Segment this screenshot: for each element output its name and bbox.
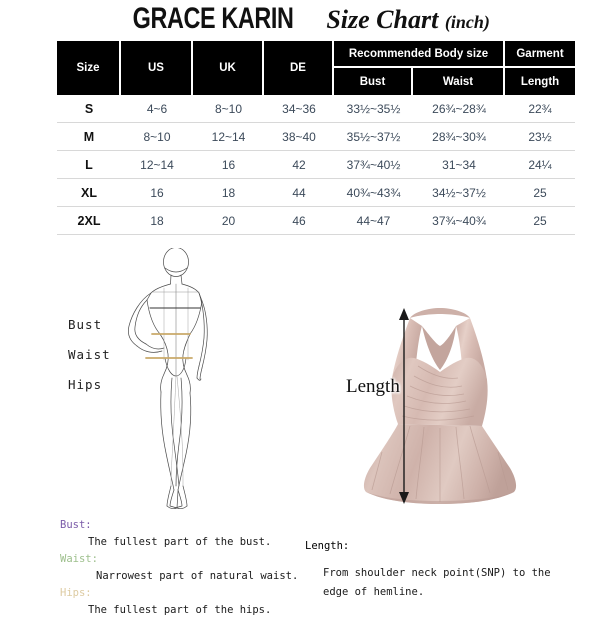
cell-size: 2XL bbox=[57, 207, 121, 235]
definition-term-hips: Hips: bbox=[60, 587, 92, 599]
measurement-definitions-right bbox=[305, 537, 590, 602]
definition-text-hips: The fullest part of the hips. bbox=[88, 604, 272, 616]
cell-size: S bbox=[57, 95, 121, 123]
cell-uk: 8~10 bbox=[193, 95, 264, 123]
cell-waist: 31~34 bbox=[413, 151, 505, 179]
unit-label: (inch) bbox=[444, 12, 490, 32]
cell-length: 23½ bbox=[505, 123, 575, 151]
mannequin-illustration bbox=[120, 248, 250, 518]
cell-bust: 35½~37½ bbox=[334, 123, 413, 151]
cell-bust: 33½~35½ bbox=[334, 95, 413, 123]
column-header-size: Size bbox=[57, 41, 121, 95]
cell-size: XL bbox=[57, 179, 121, 207]
label-bust: Bust bbox=[68, 317, 103, 332]
definition-text-bust: The fullest part of the bust. bbox=[88, 536, 272, 548]
table-row bbox=[57, 151, 575, 179]
table-row bbox=[57, 123, 575, 151]
column-header-bust: Bust bbox=[334, 68, 413, 95]
column-header-length: Length bbox=[505, 68, 575, 95]
definition-term-bust: Bust: bbox=[60, 519, 92, 531]
column-header-uk: UK bbox=[193, 41, 264, 95]
brand-name: GRACE KARIN bbox=[132, 2, 294, 35]
label-hips: Hips bbox=[68, 377, 103, 392]
column-header-recommended-body-size: Recommended Body size bbox=[334, 41, 505, 68]
table-row bbox=[57, 179, 575, 207]
table-row bbox=[57, 207, 575, 235]
cell-length: 25 bbox=[505, 179, 575, 207]
garment-length-label: Length bbox=[346, 376, 400, 397]
column-header-de: DE bbox=[264, 41, 334, 95]
cell-us: 8~10 bbox=[121, 123, 193, 151]
column-header-us: US bbox=[121, 41, 193, 95]
cell-waist: 26¾~28¾ bbox=[413, 95, 505, 123]
cell-bust: 37¾~40½ bbox=[334, 151, 413, 179]
cell-waist: 34½~37½ bbox=[413, 179, 505, 207]
label-waist: Waist bbox=[68, 347, 111, 362]
definition-text-length-line1: From shoulder neck point(SNP) to the bbox=[323, 567, 551, 579]
cell-uk: 12~14 bbox=[193, 123, 264, 151]
cell-de: 42 bbox=[264, 151, 334, 179]
cell-us: 12~14 bbox=[121, 151, 193, 179]
cell-de: 38~40 bbox=[264, 123, 334, 151]
cell-length: 24¼ bbox=[505, 151, 575, 179]
definition-term-waist: Waist: bbox=[60, 553, 98, 565]
cell-bust: 44~47 bbox=[334, 207, 413, 235]
size-chart-table bbox=[57, 41, 575, 235]
definition-text-length-line2: edge of hemline. bbox=[323, 586, 425, 598]
cell-length: 22¾ bbox=[505, 95, 575, 123]
page-title bbox=[326, 7, 490, 35]
measurement-definitions-left bbox=[60, 517, 310, 619]
cell-us: 16 bbox=[121, 179, 193, 207]
cell-size: L bbox=[57, 151, 121, 179]
size-chart-label: Size Chart bbox=[326, 5, 439, 34]
measurement-labels bbox=[68, 310, 111, 400]
chart-title-bar bbox=[0, 4, 600, 38]
size-chart-table-container bbox=[57, 41, 564, 235]
column-header-waist: Waist bbox=[413, 68, 505, 95]
table-row bbox=[57, 95, 575, 123]
definition-text-waist: Narrowest part of natural waist. bbox=[96, 570, 299, 582]
cell-us: 18 bbox=[121, 207, 193, 235]
cell-waist: 28¾~30¾ bbox=[413, 123, 505, 151]
table-body bbox=[57, 95, 575, 235]
column-header-garment: Garment bbox=[505, 41, 575, 68]
cell-waist: 37¾~40¾ bbox=[413, 207, 505, 235]
garment-image bbox=[346, 300, 528, 517]
cell-uk: 16 bbox=[193, 151, 264, 179]
cell-uk: 18 bbox=[193, 179, 264, 207]
cell-size: M bbox=[57, 123, 121, 151]
cell-de: 46 bbox=[264, 207, 334, 235]
cell-us: 4~6 bbox=[121, 95, 193, 123]
cell-de: 34~36 bbox=[264, 95, 334, 123]
table-header-row-top bbox=[57, 41, 575, 68]
definition-term-length: Length: bbox=[305, 540, 350, 552]
cell-de: 44 bbox=[264, 179, 334, 207]
cell-length: 25 bbox=[505, 207, 575, 235]
cell-uk: 20 bbox=[193, 207, 264, 235]
cell-bust: 40¾~43¾ bbox=[334, 179, 413, 207]
